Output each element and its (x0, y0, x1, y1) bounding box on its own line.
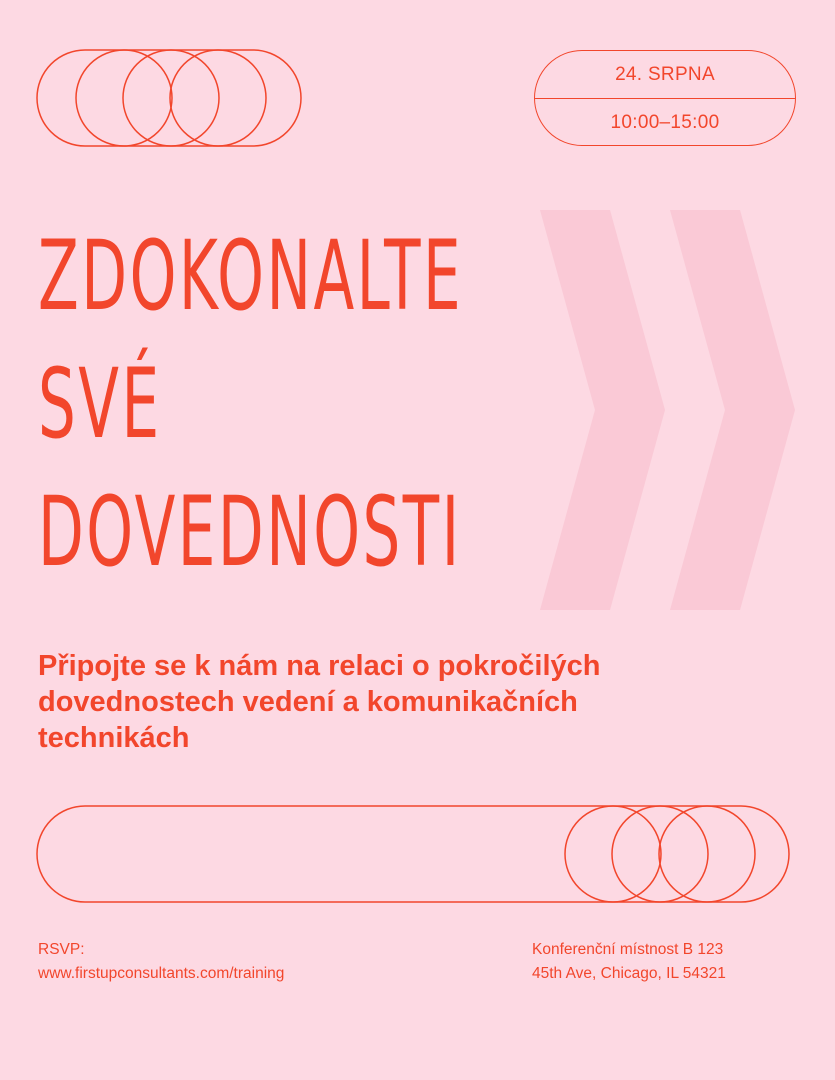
subtitle-line-2: dovednostech vedení a komunikačních (38, 686, 578, 718)
circle-ring (170, 50, 266, 146)
rsvp-block (38, 938, 284, 986)
interlocking-circles-top (36, 48, 306, 150)
headline (38, 212, 463, 596)
headline-line-3: DOVEDNOSTI (38, 476, 462, 588)
date-time-pill (534, 50, 796, 146)
event-time: 10:00–15:00 (610, 111, 720, 133)
rsvp-url[interactable]: www.firstupconsultants.com/training (38, 965, 285, 982)
chevron-arrows-decoration (520, 210, 835, 620)
subtitle-line-1: Připojte se k nám na relaci o pokročilých (38, 650, 601, 682)
headline-line-2: SVÉ (38, 348, 162, 460)
venue-block (532, 938, 726, 986)
subtitle (38, 648, 778, 756)
chevron-shape-left (540, 210, 665, 610)
bottom-pill-outline (37, 806, 789, 902)
circle-ring (565, 806, 661, 902)
circle-ring (76, 50, 172, 146)
venue-address: 45th Ave, Chicago, IL 54321 (532, 965, 726, 982)
circle-ring (659, 806, 755, 902)
headline-line-1: ZDOKONALTE (38, 220, 464, 332)
rsvp-label: RSVP: (38, 941, 85, 958)
event-date: 24. SRPNA (615, 63, 715, 85)
chevron-shape-right (670, 210, 795, 610)
circle-ring (123, 50, 219, 146)
venue-room: Konferenční místnost B 123 (532, 941, 724, 958)
subtitle-line-3: technikách (38, 722, 190, 754)
circle-ring (612, 806, 708, 902)
bottom-pill-with-circles (36, 804, 792, 904)
